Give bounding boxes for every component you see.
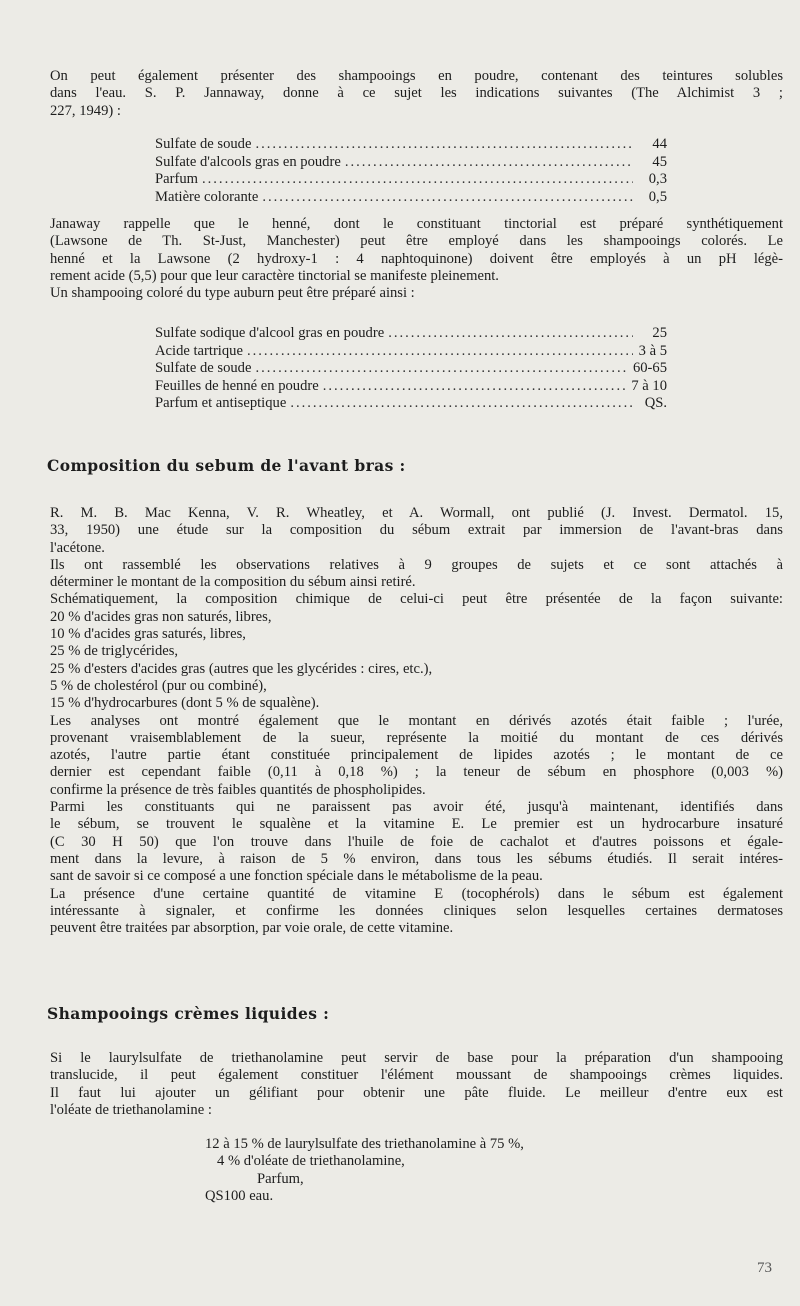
text-line: (C 30 H 50) que l'on trouve dans l'huile de foie de cachalot et d'autres poissons et égale- xyxy=(50,833,783,850)
text-line: Janaway rappelle que le henné, dont le constituant tinctorial est préparé synthétiquement xyxy=(50,216,783,232)
ingredient-amount: 3 à 5 xyxy=(638,342,667,359)
section-heading-shampooings: Shampooings crèmes liquides : xyxy=(47,1004,330,1023)
ingredient-amount: 45 xyxy=(652,153,667,170)
recipe-row xyxy=(155,136,667,154)
text-line: peuvent être traitées par absorption, par voie orale, de cette vitamine. xyxy=(50,920,454,937)
section-heading-sebum: Composition du sebum de l'avant bras : xyxy=(47,456,406,475)
text-line: dans l'eau. S. P. Jannaway, donne à ce sujet les indications suivantes (The Alchimist 3 ; xyxy=(50,85,783,102)
ingredient-label: Parfum et antiseptique xyxy=(155,395,287,412)
text-line: On peut également présenter des shampooings en poudre, contenant des teintures solubles xyxy=(50,68,783,84)
text-line: 25 % de triglycérides, xyxy=(50,643,179,660)
formula-line: QS100 eau. xyxy=(205,1187,274,1204)
text-line: Les analyses ont montré également que le montant en dérivés azotés était faible ; l'urée, xyxy=(50,712,783,729)
text-line: l'oléate de triethanolamine : xyxy=(50,1101,212,1118)
ingredient-amount: 60-65 xyxy=(632,360,667,377)
recipe-table-2 xyxy=(155,325,667,413)
text-line: déterminer le montant de la composition du sébum ainsi retiré. xyxy=(50,574,416,591)
dot-leader xyxy=(255,360,628,378)
dot-leader xyxy=(202,171,633,189)
jannaway-paragraph xyxy=(50,216,783,302)
text-line: sant de savoir si ce composé a une fonction spéciale dans le métabolisme de la peau. xyxy=(50,868,543,885)
text-line: 25 % d'esters d'acides gras (autres que les glycérides : cires, etc.), xyxy=(50,660,433,677)
dot-leader xyxy=(290,395,633,413)
text-line: 5 % de cholestérol (pur ou combiné), xyxy=(50,677,267,694)
ingredient-amount: 44 xyxy=(652,136,667,152)
ingredient-amount: 0,5 xyxy=(648,188,667,205)
ingredient-label: Acide tartrique xyxy=(155,342,243,359)
sebum-paragraph xyxy=(50,505,783,937)
ingredient-label: Sulfate sodique d'alcool gras en poudre xyxy=(155,325,385,341)
text-line: ment dans la levure, à raison de 5 % environ, dans tous les sébums étudiés. Il serait intéres- xyxy=(50,850,783,867)
recipe-row xyxy=(155,360,667,378)
text-line: Il faut lui ajouter un gélifiant pour obtenir une pâte fluide. Le meilleur d'entre eux est xyxy=(50,1084,783,1101)
text-line: La présence d'une certaine quantité de vitamine E (tocophérols) dans le sébum est également xyxy=(50,885,783,902)
formula-line: 4 % d'oléate de triethanolamine, xyxy=(217,1153,405,1170)
text-line: le sébum, se trouvent le squalène et la vitamine E. Le premier est un hydrocarbure insaturé xyxy=(50,816,783,833)
text-line: 10 % d'acides gras saturés, libres, xyxy=(50,626,246,643)
dot-leader xyxy=(345,154,633,172)
ingredient-amount: 0,3 xyxy=(648,171,667,188)
text-line: 33, 1950) une étude sur la composition du sébum extrait par immersion de l'avant-bras dans xyxy=(50,522,783,539)
text-line: confirme la présence de très faibles quantités de phospholipides. xyxy=(50,781,426,798)
text-line: azotés, l'autre partie étant constituée principalement de lipides azotés ; le montant de ce xyxy=(50,747,783,764)
intro-paragraph xyxy=(50,68,783,120)
recipe-row xyxy=(155,343,667,361)
recipe-row xyxy=(155,171,667,189)
text-line: intéressante à signaler, et confirme les données cliniques selon lesquelles certaines dermatoses xyxy=(50,902,783,919)
recipe-row xyxy=(155,189,667,207)
text-line: Si le laurylsulfate de triethanolamine peut servir de base pour la préparation d'un shampooing xyxy=(50,1050,783,1066)
text-line: Parmi les constituants qui ne paraissent pas avoir été, jusqu'à maintenant, identifiés dans xyxy=(50,799,783,816)
text-line: Schématiquement, la composition chimique de celui-ci peut être présentée de la façon suivante: xyxy=(50,591,783,608)
text-line: 15 % d'hydrocarbures (dont 5 % de squalène). xyxy=(50,695,320,712)
ingredient-label: Sulfate de soude xyxy=(155,360,252,377)
text-line: dernier est cependant faible (0,11 à 0,18 %) ; la teneur de sébum en phosphore (0,003 %) xyxy=(50,764,783,781)
text-line: 20 % d'acides gras non saturés, libres, xyxy=(50,608,272,625)
ingredient-label: Sulfate d'alcools gras en poudre xyxy=(155,153,341,170)
recipe-table-1 xyxy=(155,136,667,206)
dot-leader xyxy=(388,325,633,343)
ingredient-label: Sulfate de soude xyxy=(155,136,252,152)
text-line: Ils ont rassemblé les observations relatives à 9 groupes de sujets et ce sont attachés à xyxy=(50,556,783,573)
text-line: translucide, il peut également constituer l'élément moussant de shampooings crèmes liquides. xyxy=(50,1067,783,1084)
text-line: Un shampooing coloré du type auburn peut être préparé ainsi : xyxy=(50,285,415,302)
dot-leader xyxy=(255,136,633,154)
formula-block xyxy=(205,1136,625,1205)
text-line: henné et la Lawsone (2 hydroxy-1 : 4 naphtoquinone) doivent être employés à un pH légè- xyxy=(50,250,783,267)
recipe-row xyxy=(155,325,667,343)
ingredient-amount: 25 xyxy=(652,325,667,341)
dot-leader xyxy=(262,189,633,207)
shampoo-paragraph xyxy=(50,1050,783,1119)
dot-leader xyxy=(247,343,633,361)
text-line: l'acétone. xyxy=(50,539,105,556)
text-line: provenant vraisemblablement de la sueur, représente la moitié du montant de ces dérivés xyxy=(50,729,783,746)
ingredient-label: Feuilles de henné en poudre xyxy=(155,377,319,394)
ingredient-amount: 7 à 10 xyxy=(631,377,667,394)
text-line: rement acide (5,5) pour que leur caractère tinctorial se manifeste pleinement. xyxy=(50,267,499,284)
text-line: (Lawsone de Th. St-Just, Manchester) peut être employé dans les shampooings colorés. Le xyxy=(50,233,783,250)
dot-leader xyxy=(323,378,628,396)
text-line: R. M. B. Mac Kenna, V. R. Wheatley, et A. Wormall, ont publié (J. Invest. Dermatol. 15, xyxy=(50,505,783,521)
formula-line: 12 à 15 % de laurylsulfate des triethanolamine à 75 %, xyxy=(205,1136,524,1152)
text-line: 227, 1949) : xyxy=(50,102,121,119)
recipe-row xyxy=(155,378,667,396)
formula-line: Parfum, xyxy=(257,1170,304,1187)
ingredient-label: Matière colorante xyxy=(155,188,259,205)
recipe-row xyxy=(155,395,667,413)
ingredient-label: Parfum xyxy=(155,171,198,188)
recipe-row xyxy=(155,154,667,172)
ingredient-amount: QS. xyxy=(644,395,667,412)
page-number: 73 xyxy=(757,1260,772,1276)
